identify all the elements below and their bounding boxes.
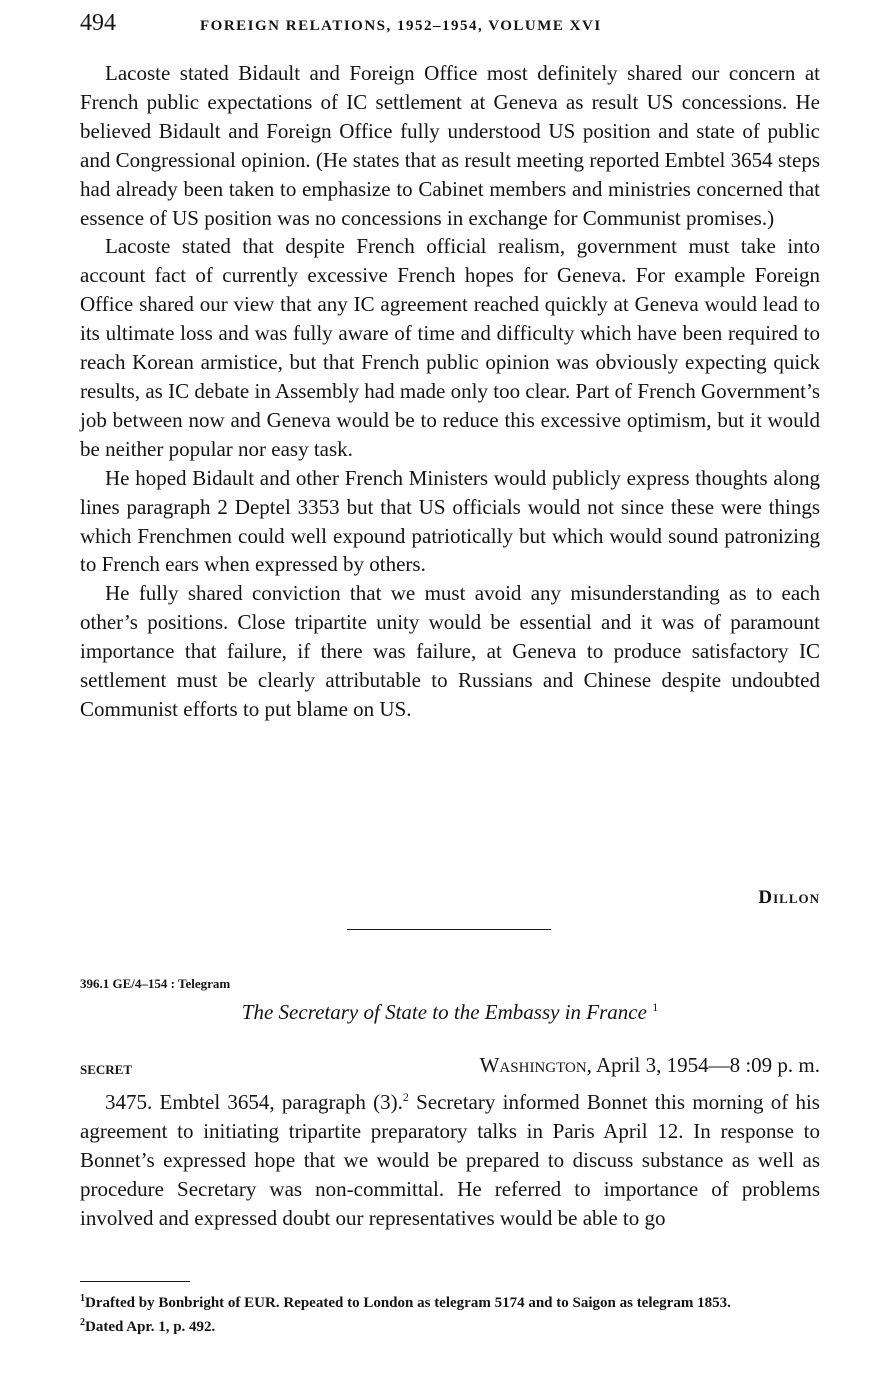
dateline-date: , April 3, 1954—8 :09 p. m.	[586, 1053, 820, 1077]
body-paragraph: Lacoste stated Bidault and Foreign Office most definitely shared our concern at French public expectations of IC settlement at Geneva as result US concessions. He believed Bidault and Foreign Office fully understood US position and state of public and Congressional opinion. (He states that as result meeting reported Embtel 3654 steps had already been taken to emphasize to Cabinet members and ministries concerned that essence of US position was no concessions in exchange for Communist promises.)	[80, 61, 820, 230]
document-title-text: The Secretary of State to the Embassy in France	[241, 1000, 647, 1024]
page-number: 494	[80, 10, 116, 36]
body-paragraph: He fully shared conviction that we must avoid any misunderstanding as to each other’s positions. Close tripartite unity would be essential and it was of paramount importance that failure, if there was failure, at Geneva to produce satisfactory IC settlement must be clearly attributable to Russians and Chinese despite undoubted Communist efforts to put blame on US.	[80, 581, 820, 721]
footnote-text: Drafted by Bonbright of EUR. Repeated to London as telegram 5174 and to Saigon as telegram 1853.	[85, 1295, 731, 1311]
running-head: FOREIGN RELATIONS, 1952–1954, VOLUME XVI	[200, 18, 602, 34]
dateline	[480, 1053, 820, 1078]
classification-label: SECRET	[80, 1062, 133, 1077]
page-header	[80, 6, 820, 36]
footnote	[80, 1313, 820, 1337]
telegram-lead: 3475. Embtel 3654, paragraph (3).	[105, 1090, 403, 1114]
body-paragraph	[80, 1083, 820, 1233]
secretary-telegram-body	[80, 1083, 820, 1233]
footnotes	[80, 1289, 820, 1337]
telegram-text: Secretary informed Bonnet this morning of his agreement to initiating tripartite preparatory talks in Paris April 12. In response to Bonnet’s expressed hope that we would be prepared to discuss substance as well as procedure Secretary was non-committal. He referred to importance of problems involved and expressed doubt our representatives would be able to go	[80, 1090, 820, 1230]
body-paragraph: Lacoste stated that despite French official realism, government must take into account fact of currently excessive French hopes for Geneva. For example Foreign Office shared our view that any IC agreement reached quickly at Geneva would lead to its ultimate loss and was fully aware of time and difficulty which have been required to reach Korean armistice, but that French public opinion was obviously expecting quick results, as IC debate in Assembly had made only too clear. Part of French Government’s job between now and Geneva would be to reduce this excessive optimism, but it would be neither popular nor easy task.	[80, 234, 820, 461]
footnote-number: 1	[80, 1293, 85, 1304]
footnote-divider	[80, 1281, 190, 1282]
body-paragraph: He hoped Bidault and other French Ministers would publicly express thoughts along lines paragraph 2 Deptel 3353 but that US officials would not since these were things which Frenchmen could well expound patriotically but which would sound patronizing to French ears when expressed by others.	[80, 465, 820, 577]
dillon-telegram-body	[80, 59, 820, 724]
document-title	[80, 1000, 820, 1025]
title-footnote-marker: 1	[652, 1000, 659, 1014]
dateline-place: Washington	[479, 1053, 587, 1077]
footnote-number: 2	[80, 1317, 85, 1328]
footnote	[80, 1289, 820, 1313]
section-divider	[347, 929, 551, 930]
signature: Dillon	[758, 887, 820, 908]
file-reference: 396.1 GE/4–154 : Telegram	[80, 976, 231, 991]
footnote-marker: 2	[402, 1090, 409, 1104]
footnote-text: Dated Apr. 1, p. 492.	[85, 1319, 216, 1335]
